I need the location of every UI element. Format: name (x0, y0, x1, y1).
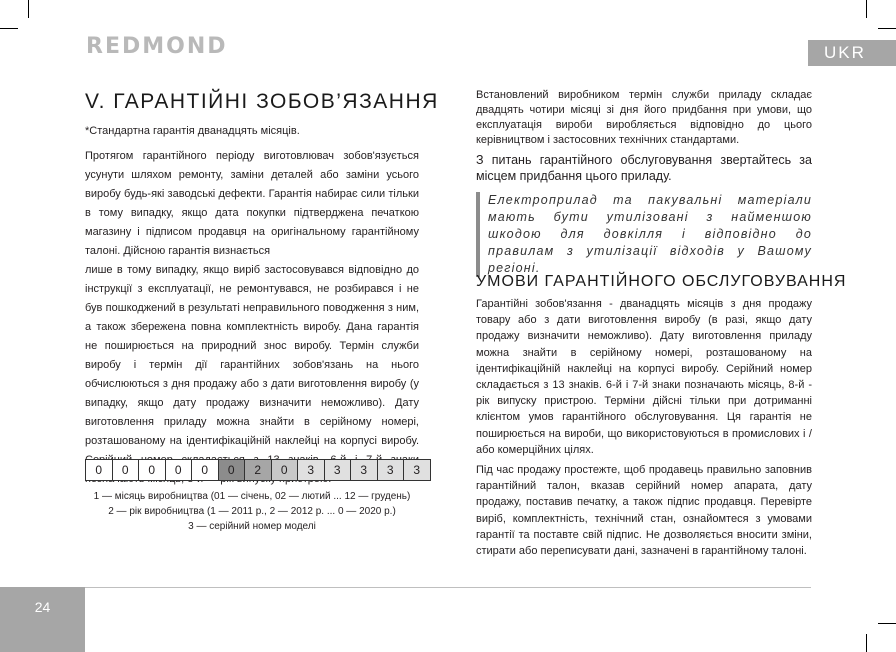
footer-divider (85, 587, 811, 588)
service-contact-paragraph: З питань гарантійного обслуговування звертайтесь за місцем придбання цього приладу. (476, 153, 812, 183)
serial-digit-cell: 0 (219, 460, 246, 481)
legend-line: 3 — серійний номер моделі (188, 521, 316, 532)
conditions-paragraph: Під час продажу простежте, щоб продавець правильно заповнив гарантійний талон, вказав серійний номер апарата, дату продажу, поставив печатку, а також підпис продавця. Перевірте виріб, комплектність, технічний стан, ознайомтеся з умовами гарантії та поставте свій підпис. Не дозволяється вносити зміни, стирати або переписувати дані, зазначені в гарантійному талоні. (476, 464, 812, 558)
serial-digit-cell: 3 (378, 460, 405, 481)
conditions-paragraph: Гарантійні зобов'язання - дванадцять місяців з дня продажу товару або з дати виготовлення виробу (в разі, якщо дату продажу визначити неможливо). Дату виготовлення приладу можна знайти в серійному номері, розташованому на ідентифікаційній наклейці на корпусі виробу. Серійний номер складається з 13 знаків. 6-й і 7-й знаки позначають місяць, 8-й - рік випуску пристрою. Терміни дійсні тільки при дотриманні клієнтом умов гарантійного обслуговування. Ця гарантія не поширюється на вироби, що використовуються в промислових і / або комерційних цілях. (476, 298, 812, 456)
serial-digit-cell: 3 (404, 460, 431, 481)
serial-digit-cell: 3 (325, 460, 352, 481)
serial-digit-cell: 0 (272, 460, 299, 481)
serial-digit-cell: 0 (192, 460, 219, 481)
language-tab: UKR (808, 40, 896, 66)
service-conditions (476, 296, 812, 563)
serial-digit-cell: 0 (166, 460, 193, 481)
serial-digit-cell: 0 (86, 460, 113, 481)
service-life-paragraph: Встановлений виробником термін служби приладу складає двадцять чотири місяці зі дня його придбання при умови, що експлуатація вироби виробляється відповідно до цього керівництвом і застосовних технічних стандартами. (476, 89, 812, 146)
warranty-note: *Стандартна гарантія дванадцять місяців. (85, 125, 300, 137)
warranty-paragraph: лише в тому випадку, якщо виріб застосовувався відповідно до інструкції з експлуатації, не ремонтувався, не розбирався і не був пошкоджений в результаті неправильного поводження з ним, а також збережена повна комплектність виробу. Дана гарантія не поширюється на природний знос виробу. Термін служби виробу і термін дії гарантійних зобов'язань на нього обчислюються з дня продажу або з дати виготовлення виробу (у випадку, якщо дату продажу визначити неможливо). Дату виготовлення приладу можна знайти в серійному номері, розташованому на ідентифікаційній наклейці на корпусі виробу. (85, 264, 419, 447)
legend-line: 2 — рік виробництва (1 — 2011 р., 2 — 2012 р. ... 0 — 2020 р.) (108, 506, 396, 517)
service-conditions-heading: УМОВИ ГАРАНТІЙНОГО ОБСЛУГОВУВАННЯ (476, 273, 847, 290)
page-number: 24 (0, 587, 85, 652)
serial-digit-cell: 3 (351, 460, 378, 481)
crop-mark (866, 0, 867, 18)
legend-line: 1 — місяць виробництва (01 — січень, 02 — лютий ... 12 — грудень) (93, 491, 411, 502)
serial-digit-cell: 0 (139, 460, 166, 481)
section-heading: V. ГАРАНТІЙНІ ЗОБОВ’ЯЗАННЯ (85, 90, 439, 113)
warranty-paragraph: Протягом гарантійного періоду виготовлювач зобов'язується усунути шляхом ремонту, заміни деталей або заміни усього виробу будь-які заводські дефекти. Гарантія набирає сили тільки в тому випадку, якщо дата покупки підтверджена печаткою магазину і підписом продавця на оригінальному гарантійному талоні. Дійсною гарантія визнається (85, 150, 419, 257)
serial-number-diagram (85, 459, 431, 481)
crop-mark (878, 28, 896, 29)
disposal-notice: Електроприлад та пакувальні матеріали мають бути утилізовані з найменшою шкодою для довкілля і відповідно до правилам з утилізації відходів у Вашому регіоні. (476, 192, 812, 277)
serial-legend (85, 489, 419, 534)
serial-digit-cell: 0 (113, 460, 140, 481)
serial-digit-cell: 2 (245, 460, 272, 481)
brand-logo: REDMOND (86, 34, 228, 59)
crop-mark (878, 623, 896, 624)
serial-digit-cell: 3 (298, 460, 325, 481)
crop-mark (866, 634, 867, 652)
crop-mark (0, 28, 18, 29)
crop-mark (28, 0, 29, 18)
right-column (476, 88, 812, 277)
left-column (85, 122, 419, 489)
